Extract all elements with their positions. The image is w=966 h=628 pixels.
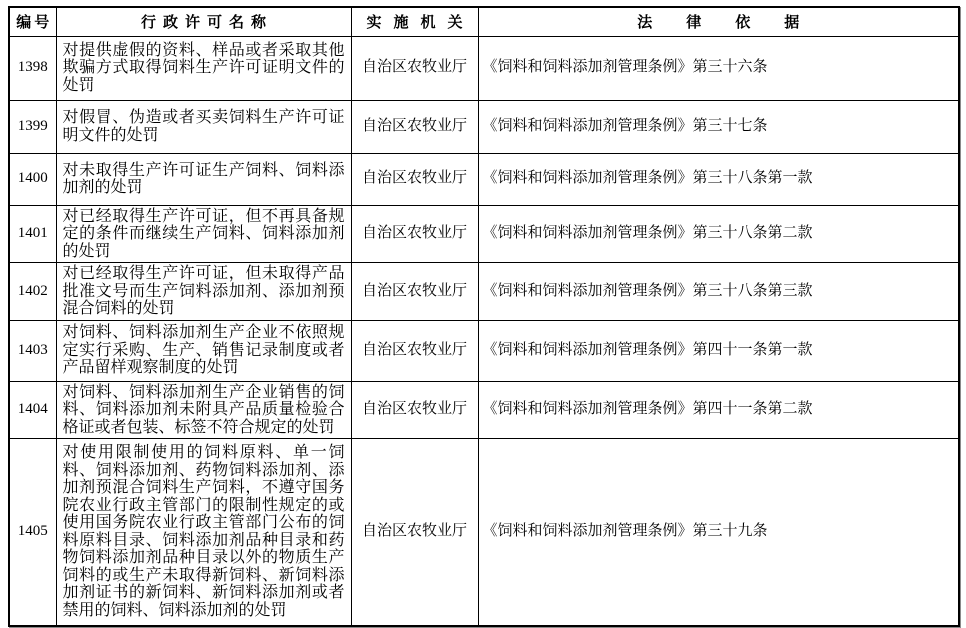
agency: 自治区农牧业厅 xyxy=(351,205,478,263)
row-id: 1404 xyxy=(9,381,56,439)
table-row xyxy=(9,153,959,205)
agency: 自治区农牧业厅 xyxy=(351,100,478,153)
table-row xyxy=(9,263,959,321)
agency: 自治区农牧业厅 xyxy=(351,439,478,626)
permit-name: 对饲料、饲料添加剂生产企业销售的饲料、饲料添加剂未附具产品质量检验合格证或者包装、标签不符合规定的处罚 xyxy=(56,381,351,439)
table-row xyxy=(9,381,959,439)
row-id: 1403 xyxy=(9,320,56,381)
table-row xyxy=(9,205,959,263)
table-row xyxy=(9,36,959,100)
permit-name: 对已经取得生产许可证，但不再具备规定的条件而继续生产饲料、饲料添加剂的处罚 xyxy=(56,205,351,263)
header-legal: 法律依据 xyxy=(478,7,959,36)
legal-basis: 《饲料和饲料添加剂管理条例》第三十七条 xyxy=(478,100,959,153)
row-id: 1401 xyxy=(9,205,56,263)
header-name: 行政许可名称 xyxy=(56,7,351,36)
header-agency: 实施机关 xyxy=(351,7,478,36)
legal-basis: 《饲料和饲料添加剂管理条例》第三十八条第二款 xyxy=(478,205,959,263)
row-id: 1402 xyxy=(9,263,56,321)
table-row xyxy=(9,100,959,153)
row-id: 1405 xyxy=(9,439,56,626)
agency: 自治区农牧业厅 xyxy=(351,36,478,100)
table-row xyxy=(9,439,959,626)
permit-name: 对未取得生产许可证生产饲料、饲料添加剂的处罚 xyxy=(56,153,351,205)
table-row xyxy=(9,320,959,381)
permit-name: 对提供虚假的资料、样品或者采取其他欺骗方式取得饲料生产许可证明文件的处罚 xyxy=(56,36,351,100)
header-id: 编号 xyxy=(9,7,56,36)
row-id: 1398 xyxy=(9,36,56,100)
legal-basis: 《饲料和饲料添加剂管理条例》第三十六条 xyxy=(478,36,959,100)
agency: 自治区农牧业厅 xyxy=(351,381,478,439)
agency: 自治区农牧业厅 xyxy=(351,263,478,321)
table-header-row xyxy=(9,7,959,36)
row-id: 1400 xyxy=(9,153,56,205)
legal-basis: 《饲料和饲料添加剂管理条例》第三十八条第一款 xyxy=(478,153,959,205)
permit-name: 对饲料、饲料添加剂生产企业不依照规定实行采购、生产、销售记录制度或者产品留样观察制度的处罚 xyxy=(56,320,351,381)
agency: 自治区农牧业厅 xyxy=(351,320,478,381)
permit-name: 对已经取得生产许可证，但未取得产品批准文号而生产饲料添加剂、添加剂预混合饲料的处罚 xyxy=(56,263,351,321)
legal-basis: 《饲料和饲料添加剂管理条例》第三十九条 xyxy=(478,439,959,626)
legal-basis: 《饲料和饲料添加剂管理条例》第四十一条第一款 xyxy=(478,320,959,381)
permit-name: 对使用限制使用的饲料原料、单一饲料、饲料添加剂、药物饲料添加剂、添加剂预混合饲料生产饲料，不遵守国务院农业行政主管部门的限制性规定的或使用国务院农业行政主管部门公布的饲料原料目录、饲料添加剂品种目录和药物饲料添加剂品种目录以外的物质生产饲料的或生产未取得新饲料、新饲料添加剂证书的新饲料、新饲料添加剂或者禁用的饲料、饲料添加剂的处罚 xyxy=(56,439,351,626)
legal-basis: 《饲料和饲料添加剂管理条例》第三十八条第三款 xyxy=(478,263,959,321)
agency: 自治区农牧业厅 xyxy=(351,153,478,205)
administrative-permits-table xyxy=(8,6,960,627)
row-id: 1399 xyxy=(9,100,56,153)
legal-basis: 《饲料和饲料添加剂管理条例》第四十一条第二款 xyxy=(478,381,959,439)
permit-name: 对假冒、伪造或者买卖饲料生产许可证明文件的处罚 xyxy=(56,100,351,153)
